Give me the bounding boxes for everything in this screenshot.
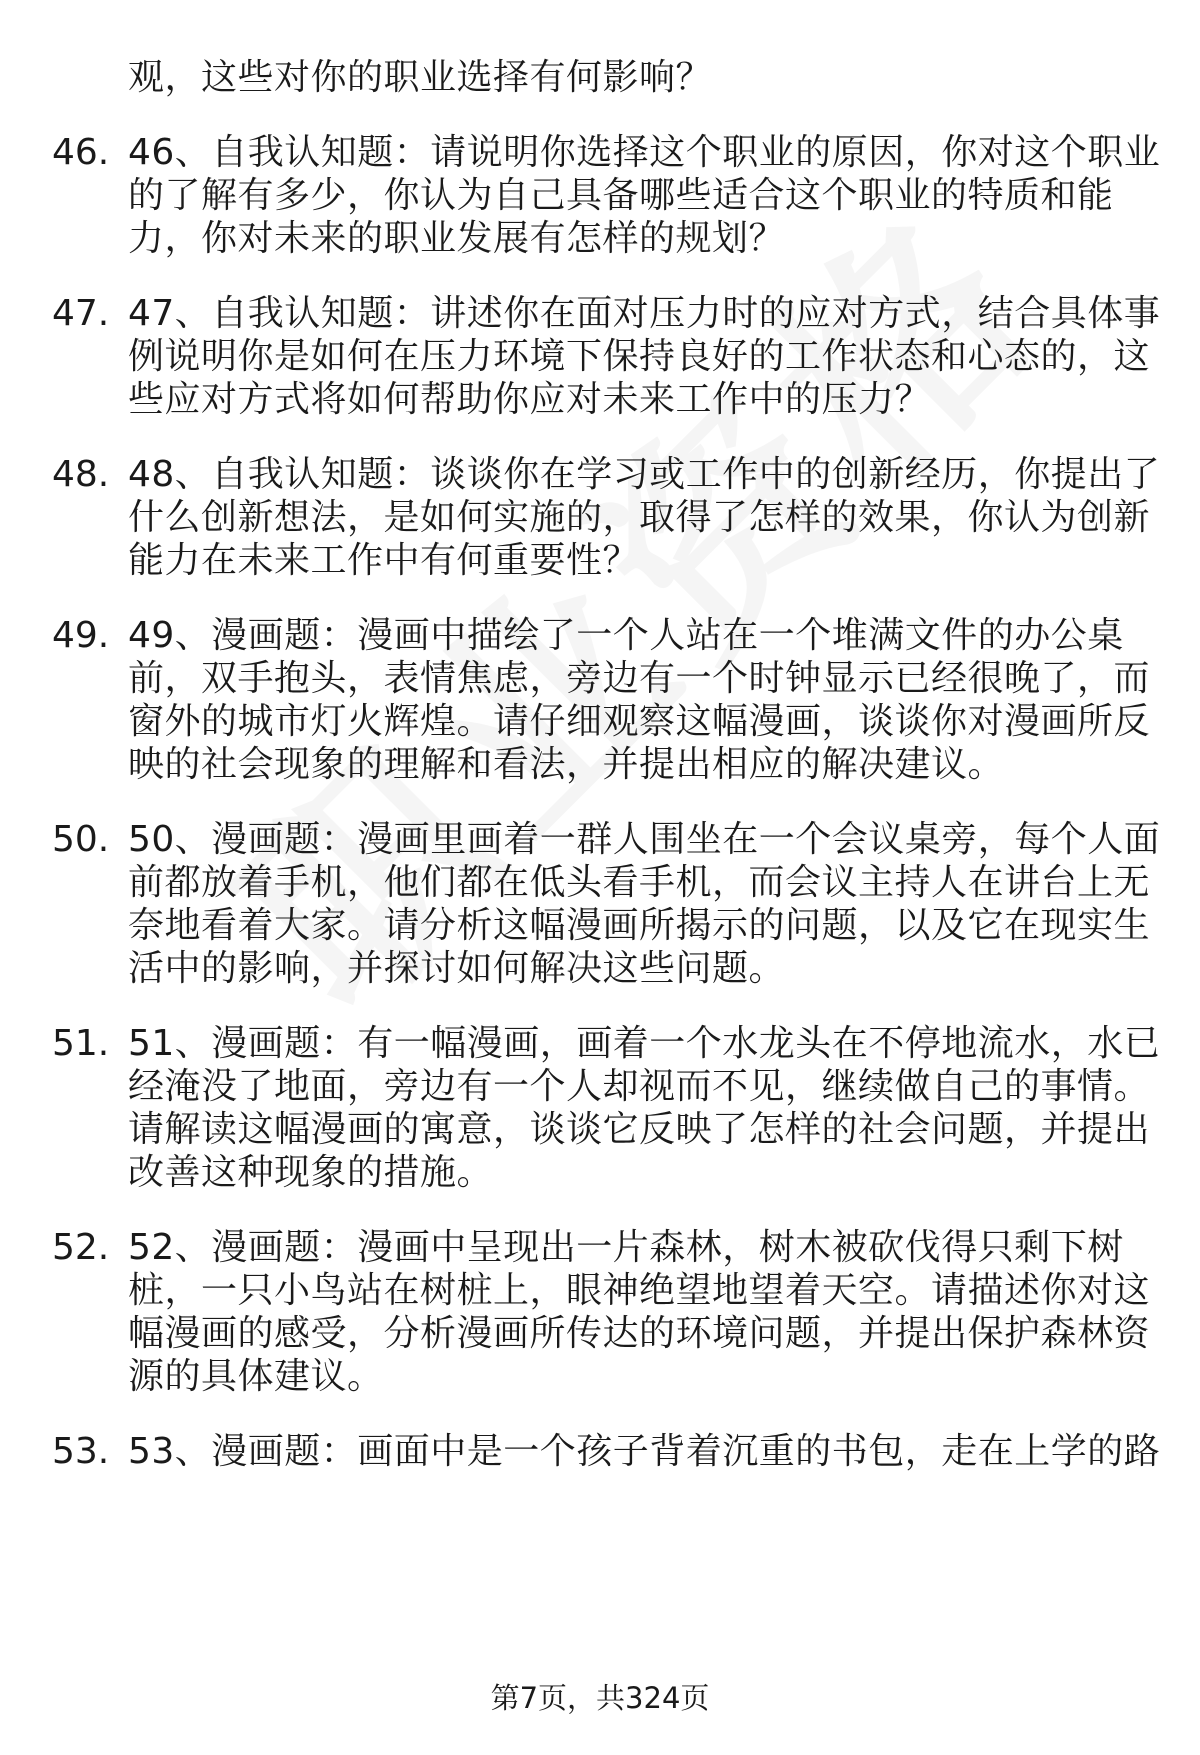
item-text-line: 47、自我认知题：讲述你在面对压力时的应对方式，结合具体事 [128,293,1161,334]
continuation-line: 观，这些对你的职业选择有何影响？ [128,57,713,98]
item-text-line: 48、自我认知题：谈谈你在学习或工作中的创新经历，你提出了 [128,454,1161,495]
item-number: 47. [52,293,110,334]
item-text-line: 映的社会现象的理解和看法，并提出相应的解决建议。 [128,744,1005,785]
item-text-line: 例说明你是如何在压力环境下保持良好的工作状态和心态的，这 [128,336,1151,377]
item-number: 46. [52,132,110,173]
item-text-line: 51、漫画题：有一幅漫画，画着一个水龙头在不停地流水，水已 [128,1023,1161,1064]
item-text-line: 改善这种现象的措施。 [128,1152,494,1193]
item-number: 51. [52,1023,110,1064]
item-text-line: 力，你对未来的职业发展有怎样的规划？ [128,218,786,259]
item-text-line: 经淹没了地面，旁边有一个人却视而不见，继续做自己的事情。 [128,1066,1151,1107]
item-text-line: 些应对方式将如何帮助你应对未来工作中的压力？ [128,379,932,420]
item-number: 49. [52,615,110,656]
item-text-line: 请解读这幅漫画的寓意，谈谈它反映了怎样的社会问题，并提出 [128,1109,1151,1150]
item-text-line: 53、漫画题：画面中是一个孩子背着沉重的书包，走在上学的路 [128,1431,1161,1472]
item-number: 50. [52,819,110,860]
item-text-line: 能力在未来工作中有何重要性？ [128,540,640,581]
item-text-line: 的了解有多少，你认为自己具备哪些适合这个职业的特质和能 [128,175,1114,216]
item-text-line: 活中的影响，并探讨如何解决这些问题。 [128,948,786,989]
item-text-line: 窗外的城市灯火辉煌。请仔细观察这幅漫画，谈谈你对漫画所反 [128,701,1151,742]
item-number: 53. [52,1431,110,1472]
item-text-line: 52、漫画题：漫画中呈现出一片森林，树木被砍伐得只剩下树 [128,1227,1124,1268]
item-text-line: 什么创新想法，是如何实施的，取得了怎样的效果，你认为创新 [128,497,1151,538]
page-footer: 第7页，共324页 [490,1681,710,1715]
item-text-line: 49、漫画题：漫画中描绘了一个人站在一个堆满文件的办公桌 [128,615,1124,656]
item-number: 52. [52,1227,110,1268]
item-text-line: 奈地看着大家。请分析这幅漫画所揭示的问题，以及它在现实生 [128,905,1151,946]
item-text-line: 46、自我认知题：请说明你选择这个职业的原因，你对这个职业 [128,132,1161,173]
item-number: 48. [52,454,110,495]
item-text-line: 50、漫画题：漫画里画着一群人围坐在一个会议桌旁，每个人面 [128,819,1161,860]
item-text-line: 前都放着手机，他们都在低头看手机，而会议主持人在讲台上无 [128,862,1151,903]
item-text-line: 前，双手抱头，表情焦虑，旁边有一个时钟显示已经很晚了，而 [128,658,1151,699]
item-text-line: 幅漫画的感受，分析漫画所传达的环境问题，并提出保护森林资 [128,1313,1151,1354]
item-text-line: 源的具体建议。 [128,1356,384,1397]
item-text-line: 桩，一只小鸟站在树桩上，眼神绝望地望着天空。请描述你对这 [128,1270,1151,1311]
